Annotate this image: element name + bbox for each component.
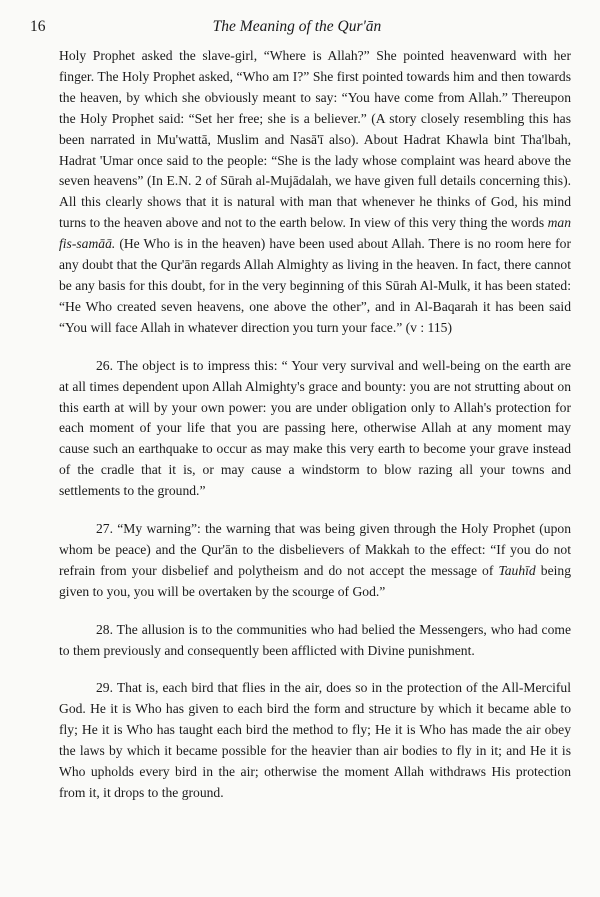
paragraph-text: 28. The allusion is to the communities who had belied the Messengers, who had come to them previously and consequently been afflicted with Divine punishment. [59, 621, 571, 658]
paragraph-text: 29. That is, each bird that flies in the air, does so in the protection of the All-Merciful God. He it is Who has given to each bird the form and structure by which it became able to fly; He it is Who has taught each bird the method to fly; He it is Who has made the air obey the laws by which it became possible for the heavier than air bodies to fly in it; and He it is Who upholds every bird in the air; otherwise the moment Allah withdraws His protection from it, it drops to the ground. [59, 680, 571, 800]
italic-term: man fis-samāā. [59, 215, 571, 252]
continued-paragraph [59, 46, 571, 339]
note-26 [59, 356, 571, 502]
italic-term: Tauhīd [498, 562, 536, 578]
note-28 [59, 620, 571, 662]
paragraph-text: (He Who is in the heaven) have been used about Allah. There is no room here for any doubt that the Qur'ān regards Allah Almighty as living in the heaven. In fact, there cannot be any basis for this doubt, for in the very beginning of this Sūrah Al-Mulk, it has been stated: “He Who created seven heavens, one above the other”, and in Al-Baqarah it has been said “You will face Allah in whatever direction you turn your face.” (v : 115) [59, 236, 572, 335]
paragraph-text: 27. “My warning”: the warning that was being given through the Holy Prophet (upon whom be peace) and the Qur'ān to the disbelievers of Makkah to the effect: “If you do not refrain from your disbelief and polytheism and do not accept the message of [59, 521, 571, 578]
page-body [59, 46, 571, 804]
note-27 [59, 519, 571, 603]
note-29 [59, 678, 571, 803]
page-number: 16 [30, 18, 46, 35]
running-title: The Meaning of the Qur'ān [212, 18, 382, 35]
page-header [30, 18, 564, 42]
paragraph-text: Holy Prophet asked the slave-girl, “Where is Allah?” She pointed heavenward with her finger. The Holy Prophet asked, “Who am I?” She first pointed towards him and then towards the heaven, by which she obviously meant to say: “You have come from Allah.” Thereupon the Holy Prophet said: “Set her free; she is a believer.” (A story closely resembling this has been narrated in Mu'wattā, Muslim and Nasā'ī also). About Hadrat Khawla bint Tha'lbah, Hadrat 'Umar once said to the people: “She is the lady whose complaint was heard above the seven heavens” (In E.N. 2 of Sūrah al-Mujādalah, we have given full details concerning this). All this clearly shows that it is natural with man that whenever he thinks of God, his mind turns to the heaven above and not to the earth below. In view of this very thing the words [59, 48, 571, 231]
paragraph-text: 26. The object is to impress this: “ Your very survival and well-being on the earth are at all times dependent upon Allah Almighty's grace and bounty: you are not strutting about on this earth at will by your own power: you are under obligation only to Allah's protection for each moment of your life that you are passing here, otherwise Allah at any moment may cause such an earthquake to occur as may make this very earth to become your grave instead of the cradle that it is, or may cause a windstorm to blow razing all your towns and settlements to the ground.” [59, 357, 571, 499]
paragraph-text: being given to you, you will be overtaken by the scourge of God.” [59, 562, 571, 599]
